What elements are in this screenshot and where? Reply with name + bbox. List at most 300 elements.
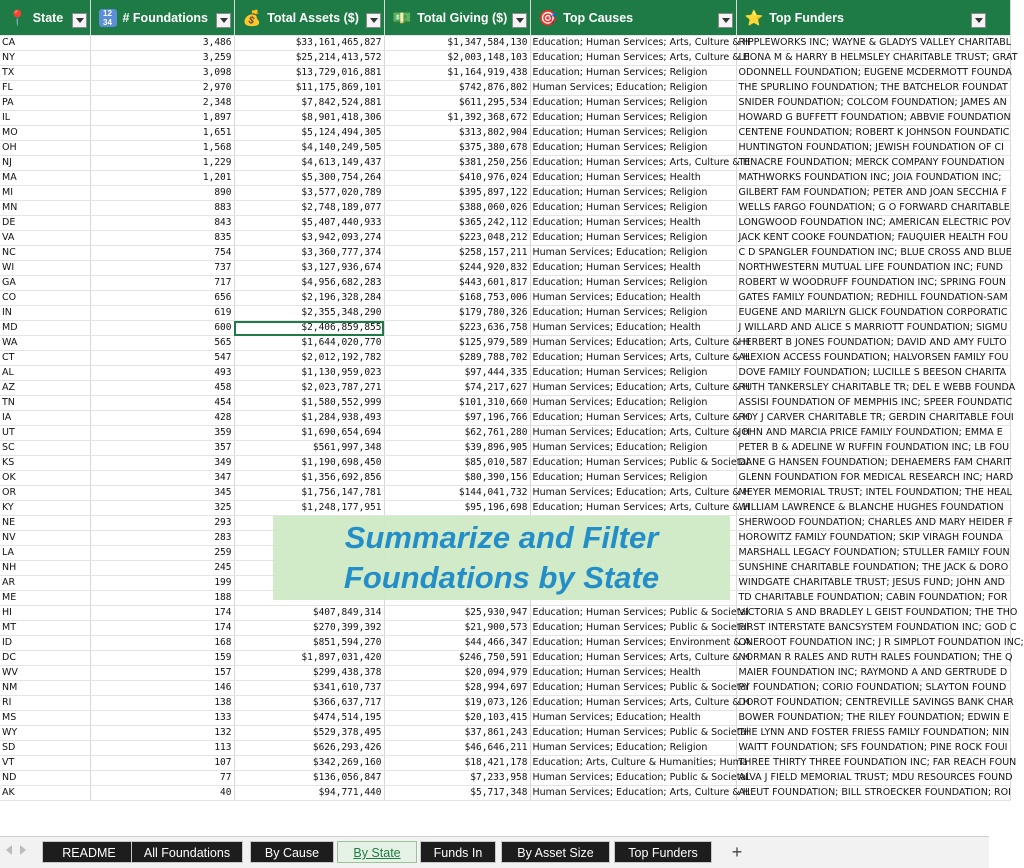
cell-total-assets[interactable]: $1,190,698,450: [234, 456, 384, 471]
cell-state[interactable]: ND: [0, 771, 90, 786]
cell-foundations[interactable]: 1,201: [90, 171, 234, 186]
cell-total-assets[interactable]: $1,690,654,694: [234, 426, 384, 441]
prev-sheet-icon[interactable]: [6, 845, 12, 855]
cell-foundations[interactable]: 1,897: [90, 111, 234, 126]
cell-total-assets[interactable]: $4,140,249,505: [234, 141, 384, 156]
cell-total-giving[interactable]: $95,196,698: [384, 501, 530, 516]
filter-dropdown-button[interactable]: [366, 13, 381, 28]
tab-funds-in[interactable]: Funds In: [420, 841, 496, 863]
cell-top-funders[interactable]: TD CHARITABLE FOUNDATION; CABIN FOUNDATION; FOR: [736, 591, 1010, 606]
cell-foundations[interactable]: 843: [90, 216, 234, 231]
cell-state[interactable]: WI: [0, 261, 90, 276]
cell-top-funders[interactable]: GILBERT FAM FOUNDATION; PETER AND JOAN SECCHIA F: [736, 186, 1010, 201]
cell-foundations[interactable]: 133: [90, 711, 234, 726]
cell-foundations[interactable]: 428: [90, 411, 234, 426]
cell-total-assets[interactable]: $561,997,348: [234, 441, 384, 456]
cell-total-giving[interactable]: $97,196,766: [384, 411, 530, 426]
cell-state[interactable]: KS: [0, 456, 90, 471]
cell-top-causes[interactable]: Education; Human Services; Religion: [530, 306, 736, 321]
cell-total-assets[interactable]: $1,897,031,420: [234, 651, 384, 666]
cell-foundations[interactable]: 347: [90, 471, 234, 486]
cell-top-funders[interactable]: HERBERT B JONES FOUNDATION; DAVID AND AMY FULTO: [736, 336, 1010, 351]
tab-by-cause[interactable]: By Cause: [250, 841, 334, 863]
cell-state[interactable]: KY: [0, 501, 90, 516]
cell-foundations[interactable]: 619: [90, 306, 234, 321]
cell-total-assets[interactable]: $1,356,692,856: [234, 471, 384, 486]
cell-foundations[interactable]: 890: [90, 186, 234, 201]
cell-total-giving[interactable]: $19,073,126: [384, 696, 530, 711]
cell-foundations[interactable]: 737: [90, 261, 234, 276]
cell-foundations[interactable]: 77: [90, 771, 234, 786]
cell-top-causes[interactable]: Education; Human Services; Religion: [530, 141, 736, 156]
cell-top-causes[interactable]: Human Services; Education; Health: [530, 321, 736, 336]
cell-top-causes[interactable]: Education; Human Services; Environment & A: [530, 636, 736, 651]
cell-top-funders[interactable]: HUNTINGTON FOUNDATION; JEWISH FOUNDATION OF CI: [736, 141, 1010, 156]
filter-dropdown-button[interactable]: [512, 13, 527, 28]
cell-total-giving[interactable]: $410,976,024: [384, 171, 530, 186]
cell-total-giving[interactable]: $46,646,211: [384, 741, 530, 756]
cell-total-assets[interactable]: $1,644,020,770: [234, 336, 384, 351]
cell-total-giving[interactable]: $21,900,573: [384, 621, 530, 636]
cell-state[interactable]: DE: [0, 216, 90, 231]
cell-top-funders[interactable]: JACK KENT COOKE FOUNDATION; FAUQUIER HEALTH FOU: [736, 231, 1010, 246]
cell-top-funders[interactable]: MEYER MEMORIAL TRUST; INTEL FOUNDATION; THE HEAL: [736, 486, 1010, 501]
cell-top-funders[interactable]: ALEXION ACCESS FOUNDATION; HALVORSEN FAMILY FOU: [736, 351, 1010, 366]
cell-foundations[interactable]: 345: [90, 486, 234, 501]
cell-state[interactable]: ME: [0, 591, 90, 606]
cell-total-assets[interactable]: $13,729,016,881: [234, 66, 384, 81]
cell-state[interactable]: UT: [0, 426, 90, 441]
cell-state[interactable]: NJ: [0, 156, 90, 171]
cell-top-causes[interactable]: Education; Human Services; Arts, Culture & H: [530, 411, 736, 426]
cell-top-causes[interactable]: Education; Human Services; Public & Societal: [530, 606, 736, 621]
filter-dropdown-button[interactable]: [72, 13, 87, 28]
cell-top-funders[interactable]: SHERWOOD FOUNDATION; CHARLES AND MARY HEIDER F: [736, 516, 1010, 531]
cell-state[interactable]: WA: [0, 336, 90, 351]
cell-top-funders[interactable]: THE SPURLINO FOUNDATION; THE BATCHELOR FOUNDAT: [736, 81, 1010, 96]
cell-top-funders[interactable]: TENACRE FOUNDATION; MERCK COMPANY FOUNDATION: [736, 156, 1010, 171]
cell-top-funders[interactable]: EUGENE AND MARILYN GLICK FOUNDATION CORPORATIC: [736, 306, 1010, 321]
cell-state[interactable]: GA: [0, 276, 90, 291]
cell-total-giving[interactable]: $381,250,256: [384, 156, 530, 171]
cell-top-causes[interactable]: Education; Human Services; Religion: [530, 111, 736, 126]
cell-total-giving[interactable]: $7,233,958: [384, 771, 530, 786]
cell-foundations[interactable]: 754: [90, 246, 234, 261]
cell-total-giving[interactable]: $97,444,335: [384, 366, 530, 381]
cell-total-assets[interactable]: $3,577,020,789: [234, 186, 384, 201]
add-sheet-button[interactable]: +: [731, 842, 743, 862]
tab-readme[interactable]: README: [42, 841, 136, 863]
cell-total-assets[interactable]: $1,130,959,023: [234, 366, 384, 381]
cell-total-giving[interactable]: $85,010,587: [384, 456, 530, 471]
cell-top-causes[interactable]: Education; Human Services; Arts, Culture & H: [530, 651, 736, 666]
cell-foundations[interactable]: 146: [90, 681, 234, 696]
cell-total-giving[interactable]: $101,310,660: [384, 396, 530, 411]
cell-total-assets[interactable]: $25,214,413,572: [234, 51, 384, 66]
cell-total-assets[interactable]: $5,300,754,264: [234, 171, 384, 186]
cell-total-assets[interactable]: $1,284,938,493: [234, 411, 384, 426]
cell-total-assets[interactable]: $5,407,440,933: [234, 216, 384, 231]
tab-by-asset-size[interactable]: By Asset Size: [501, 841, 610, 863]
cell-foundations[interactable]: 2,348: [90, 96, 234, 111]
cell-total-giving[interactable]: $5,717,348: [384, 786, 530, 801]
cell-total-giving[interactable]: $20,094,979: [384, 666, 530, 681]
cell-top-causes[interactable]: Education; Arts, Culture & Humanities; Huma: [530, 756, 736, 771]
cell-top-funders[interactable]: LONGWOOD FOUNDATION INC; AMERICAN ELECTRIC POV: [736, 216, 1010, 231]
cell-top-causes[interactable]: Human Services; Education; Religion: [530, 246, 736, 261]
cell-top-funders[interactable]: VICTORIA S AND BRADLEY L GEIST FOUNDATION; THE THO: [736, 606, 1010, 621]
cell-state[interactable]: OK: [0, 471, 90, 486]
cell-top-funders[interactable]: HOROWITZ FAMILY FOUNDATION; SKIP VIRAGH FOUNDA: [736, 531, 1010, 546]
cell-total-giving[interactable]: $313,802,904: [384, 126, 530, 141]
cell-state[interactable]: WY: [0, 726, 90, 741]
cell-foundations[interactable]: 132: [90, 726, 234, 741]
cell-top-funders[interactable]: ASSISI FOUNDATION OF MEMPHIS INC; SPEER FOUNDATIC: [736, 396, 1010, 411]
cell-foundations[interactable]: 3,486: [90, 36, 234, 51]
cell-total-assets[interactable]: $8,901,418,306: [234, 111, 384, 126]
cell-top-funders[interactable]: SUNSHINE CHARITABLE FOUNDATION; THE JACK & DORO: [736, 561, 1010, 576]
cell-state[interactable]: AZ: [0, 381, 90, 396]
cell-top-causes[interactable]: Human Services; Education; Arts, Culture & H: [530, 486, 736, 501]
cell-state[interactable]: NV: [0, 531, 90, 546]
cell-total-assets[interactable]: $11,175,869,101: [234, 81, 384, 96]
cell-top-causes[interactable]: Human Services; Education; Public & Societal: [530, 771, 736, 786]
cell-state[interactable]: MI: [0, 186, 90, 201]
cell-total-assets[interactable]: $407,849,314: [234, 606, 384, 621]
cell-foundations[interactable]: 174: [90, 621, 234, 636]
cell-state[interactable]: MA: [0, 171, 90, 186]
cell-foundations[interactable]: 493: [90, 366, 234, 381]
tab-by-state[interactable]: By State: [337, 841, 417, 863]
cell-total-giving[interactable]: $25,930,947: [384, 606, 530, 621]
cell-top-causes[interactable]: Education; Human Services; Arts, Culture & H: [530, 696, 736, 711]
cell-total-assets[interactable]: $1,756,147,781: [234, 486, 384, 501]
cell-foundations[interactable]: 168: [90, 636, 234, 651]
cell-total-assets[interactable]: $474,514,195: [234, 711, 384, 726]
cell-total-giving[interactable]: $37,861,243: [384, 726, 530, 741]
cell-top-causes[interactable]: Human Services; Education; Health: [530, 711, 736, 726]
cell-total-giving[interactable]: $223,636,758: [384, 321, 530, 336]
cell-total-giving[interactable]: $168,753,006: [384, 291, 530, 306]
cell-top-funders[interactable]: ODONNELL FOUNDATION; EUGENE MCDERMOTT FOUNDA: [736, 66, 1010, 81]
cell-top-causes[interactable]: Education; Human Services; Public & Societal: [530, 726, 736, 741]
cell-total-assets[interactable]: $270,399,392: [234, 621, 384, 636]
cell-total-assets[interactable]: $4,956,682,283: [234, 276, 384, 291]
cell-top-funders[interactable]: MAIER FOUNDATION INC; RAYMOND A AND GERTRUDE D: [736, 666, 1010, 681]
cell-top-funders[interactable]: J WILLARD AND ALICE S MARRIOTT FOUNDATION; SIGMU: [736, 321, 1010, 336]
cell-top-funders[interactable]: HOWARD G BUFFETT FOUNDATION; ABBVIE FOUNDATION: [736, 111, 1010, 126]
cell-state[interactable]: TX: [0, 66, 90, 81]
cell-total-assets[interactable]: $2,406,859,855: [234, 321, 384, 336]
cell-top-causes[interactable]: Education; Human Services; Religion: [530, 471, 736, 486]
cell-foundations[interactable]: 40: [90, 786, 234, 801]
cell-top-causes[interactable]: Human Services; Education; Health: [530, 291, 736, 306]
cell-foundations[interactable]: 656: [90, 291, 234, 306]
cell-top-funders[interactable]: WILLIAM LAWRENCE & BLANCHE HUGHES FOUNDATION: [736, 501, 1010, 516]
next-sheet-icon[interactable]: [20, 845, 26, 855]
cell-top-causes[interactable]: Education; Human Services; Public & Societal: [530, 681, 736, 696]
cell-total-giving[interactable]: $74,217,627: [384, 381, 530, 396]
cell-foundations[interactable]: 883: [90, 201, 234, 216]
cell-state[interactable]: NE: [0, 516, 90, 531]
cell-total-assets[interactable]: $3,127,936,674: [234, 261, 384, 276]
cell-top-causes[interactable]: Education; Human Services; Religion: [530, 66, 736, 81]
cell-state[interactable]: VA: [0, 231, 90, 246]
cell-state[interactable]: AK: [0, 786, 90, 801]
cell-total-assets[interactable]: $366,637,717: [234, 696, 384, 711]
cell-total-assets[interactable]: $136,056,847: [234, 771, 384, 786]
cell-total-giving[interactable]: $246,750,591: [384, 651, 530, 666]
filter-dropdown-button[interactable]: [216, 13, 231, 28]
cell-top-causes[interactable]: Human Services; Education; Religion: [530, 396, 736, 411]
cell-foundations[interactable]: 325: [90, 501, 234, 516]
cell-top-funders[interactable]: GLENN FOUNDATION FOR MEDICAL RESEARCH INC; HARD: [736, 471, 1010, 486]
cell-top-causes[interactable]: Human Services; Education; Arts, Culture & H: [530, 426, 736, 441]
cell-foundations[interactable]: 107: [90, 756, 234, 771]
cell-total-giving[interactable]: $375,380,678: [384, 141, 530, 156]
cell-top-causes[interactable]: Education; Human Services; Religion: [530, 276, 736, 291]
cell-total-assets[interactable]: $2,012,192,782: [234, 351, 384, 366]
cell-top-funders[interactable]: C D SPANGLER FOUNDATION INC; BLUE CROSS AND BLUE: [736, 246, 1010, 261]
cell-total-giving[interactable]: $244,920,832: [384, 261, 530, 276]
cell-top-causes[interactable]: Education; Human Services; Health: [530, 666, 736, 681]
cell-state[interactable]: MT: [0, 621, 90, 636]
cell-top-causes[interactable]: Human Services; Education; Religion: [530, 441, 736, 456]
cell-total-assets[interactable]: $3,942,093,274: [234, 231, 384, 246]
cell-top-funders[interactable]: ROY J CARVER CHARITABLE TR; GERDIN CHARITABLE FOUI: [736, 411, 1010, 426]
cell-foundations[interactable]: 565: [90, 336, 234, 351]
cell-foundations[interactable]: 454: [90, 396, 234, 411]
cell-state[interactable]: NM: [0, 681, 90, 696]
cell-state[interactable]: AR: [0, 576, 90, 591]
cell-foundations[interactable]: 547: [90, 351, 234, 366]
cell-total-assets[interactable]: $3,360,777,374: [234, 246, 384, 261]
cell-state[interactable]: PA: [0, 96, 90, 111]
cell-state[interactable]: SC: [0, 441, 90, 456]
cell-top-causes[interactable]: Education; Human Services; Religion: [530, 186, 736, 201]
cell-foundations[interactable]: 283: [90, 531, 234, 546]
cell-total-giving[interactable]: $179,780,326: [384, 306, 530, 321]
cell-top-funders[interactable]: DOVE FAMILY FOUNDATION; LUCILLE S BEESON CHARITA: [736, 366, 1010, 381]
cell-top-funders[interactable]: FIRST INTERSTATE BANCSYSTEM FOUNDATION INC; GOD C: [736, 621, 1010, 636]
cell-state[interactable]: IN: [0, 306, 90, 321]
cell-state[interactable]: IL: [0, 111, 90, 126]
cell-foundations[interactable]: 245: [90, 561, 234, 576]
cell-top-causes[interactable]: Education; Human Services; Arts, Culture & H: [530, 36, 736, 51]
cell-total-giving[interactable]: $1,164,919,438: [384, 66, 530, 81]
cell-total-assets[interactable]: $4,613,149,437: [234, 156, 384, 171]
cell-state[interactable]: MS: [0, 711, 90, 726]
cell-total-giving[interactable]: $18,421,178: [384, 756, 530, 771]
cell-total-giving[interactable]: $388,060,026: [384, 201, 530, 216]
cell-total-assets[interactable]: $529,378,495: [234, 726, 384, 741]
cell-state[interactable]: NC: [0, 246, 90, 261]
cell-total-giving[interactable]: $80,390,156: [384, 471, 530, 486]
filter-dropdown-button[interactable]: [971, 13, 986, 28]
cell-top-funders[interactable]: GATES FAMILY FOUNDATION; REDHILL FOUNDATION-SAM: [736, 291, 1010, 306]
cell-top-causes[interactable]: Human Services; Education; Arts, Culture & H: [530, 381, 736, 396]
cell-top-funders[interactable]: BOWER FOUNDATION; THE RILEY FOUNDATION; EDWIN E: [736, 711, 1010, 726]
cell-top-funders[interactable]: MARSHALL LEGACY FOUNDATION; STULLER FAMILY FOUN: [736, 546, 1010, 561]
cell-total-assets[interactable]: $94,771,440: [234, 786, 384, 801]
cell-foundations[interactable]: 717: [90, 276, 234, 291]
cell-state[interactable]: AL: [0, 366, 90, 381]
cell-foundations[interactable]: 293: [90, 516, 234, 531]
cell-top-funders[interactable]: NORTHWESTERN MUTUAL LIFE FOUNDATION INC; FUND: [736, 261, 1010, 276]
cell-top-causes[interactable]: Education; Human Services; Health: [530, 216, 736, 231]
cell-top-causes[interactable]: Education; Human Services; Arts, Culture & H: [530, 351, 736, 366]
cell-state[interactable]: FL: [0, 81, 90, 96]
cell-top-funders[interactable]: RIPPLEWORKS INC; WAYNE & GLADYS VALLEY CHARITABL: [736, 36, 1010, 51]
cell-total-giving[interactable]: $28,994,697: [384, 681, 530, 696]
cell-state[interactable]: LA: [0, 546, 90, 561]
cell-top-funders[interactable]: LEONA M & HARRY B HELMSLEY CHARITABLE TRUST; GRAT: [736, 51, 1010, 66]
cell-top-funders[interactable]: JOHN AND MARCIA PRICE FAMILY FOUNDATION; EMMA E: [736, 426, 1010, 441]
cell-state[interactable]: OH: [0, 141, 90, 156]
cell-total-giving[interactable]: $611,295,534: [384, 96, 530, 111]
cell-state[interactable]: VT: [0, 756, 90, 771]
cell-foundations[interactable]: 600: [90, 321, 234, 336]
cell-total-giving[interactable]: $2,003,148,103: [384, 51, 530, 66]
cell-state[interactable]: MN: [0, 201, 90, 216]
cell-top-funders[interactable]: NORMAN R RALES AND RUTH RALES FOUNDATION; THE Q: [736, 651, 1010, 666]
cell-total-giving[interactable]: $44,466,347: [384, 636, 530, 651]
cell-state[interactable]: WV: [0, 666, 90, 681]
cell-foundations[interactable]: 835: [90, 231, 234, 246]
cell-total-assets[interactable]: $341,610,737: [234, 681, 384, 696]
cell-state[interactable]: ID: [0, 636, 90, 651]
cell-foundations[interactable]: 1,651: [90, 126, 234, 141]
cell-top-funders[interactable]: DOROT FOUNDATION; CENTREVILLE SAVINGS BANK CHAR: [736, 696, 1010, 711]
cell-top-causes[interactable]: Education; Human Services; Religion: [530, 366, 736, 381]
cell-foundations[interactable]: 359: [90, 426, 234, 441]
cell-state[interactable]: NH: [0, 561, 90, 576]
cell-total-giving[interactable]: $395,897,122: [384, 186, 530, 201]
cell-state[interactable]: HI: [0, 606, 90, 621]
cell-foundations[interactable]: 138: [90, 696, 234, 711]
cell-top-funders[interactable]: THE LYNN AND FOSTER FRIESS FAMILY FOUNDATION; NIN: [736, 726, 1010, 741]
cell-top-causes[interactable]: Education; Human Services; Health: [530, 261, 736, 276]
cell-foundations[interactable]: 3,259: [90, 51, 234, 66]
cell-total-assets[interactable]: $342,269,160: [234, 756, 384, 771]
cell-top-causes[interactable]: Education; Human Services; Religion: [530, 96, 736, 111]
cell-top-funders[interactable]: ONEROOT FOUNDATION INC; J R SIMPLOT FOUNDATION INC;: [736, 636, 1010, 651]
cell-top-causes[interactable]: Education; Human Services; Public & Societal: [530, 621, 736, 636]
cell-top-funders[interactable]: ROBERT W WOODRUFF FOUNDATION INC; SPRING FOUN: [736, 276, 1010, 291]
cell-top-funders[interactable]: WINDGATE CHARITABLE TRUST; JESUS FUND; JOHN AND: [736, 576, 1010, 591]
cell-top-funders[interactable]: SNIDER FOUNDATION; COLCOM FOUNDATION; JAMES AN: [736, 96, 1010, 111]
cell-total-assets[interactable]: $1,248,177,951: [234, 501, 384, 516]
cell-total-giving[interactable]: $39,896,905: [384, 441, 530, 456]
cell-total-assets[interactable]: $2,023,787,271: [234, 381, 384, 396]
cell-state[interactable]: SD: [0, 741, 90, 756]
cell-top-causes[interactable]: Education; Human Services; Arts, Culture & H: [530, 51, 736, 66]
cell-state[interactable]: CO: [0, 291, 90, 306]
cell-total-giving[interactable]: $20,103,415: [384, 711, 530, 726]
cell-total-giving[interactable]: $365,242,112: [384, 216, 530, 231]
cell-state[interactable]: CT: [0, 351, 90, 366]
cell-total-giving[interactable]: $289,788,702: [384, 351, 530, 366]
cell-total-assets[interactable]: $299,438,378: [234, 666, 384, 681]
cell-total-giving[interactable]: $125,979,589: [384, 336, 530, 351]
cell-top-funders[interactable]: ALVA J FIELD MEMORIAL TRUST; MDU RESOURCES FOUND: [736, 771, 1010, 786]
cell-top-causes[interactable]: Education; Human Services; Arts, Culture & H: [530, 156, 736, 171]
cell-state[interactable]: NY: [0, 51, 90, 66]
tab-all-foundations[interactable]: All Foundations: [131, 841, 243, 863]
cell-top-funders[interactable]: DANE G HANSEN FOUNDATION; DEHAEMERS FAM CHARIT: [736, 456, 1010, 471]
cell-top-causes[interactable]: Education; Human Services; Arts, Culture & H: [530, 501, 736, 516]
cell-total-giving[interactable]: $443,601,817: [384, 276, 530, 291]
cell-foundations[interactable]: 357: [90, 441, 234, 456]
cell-total-giving[interactable]: $1,347,584,130: [384, 36, 530, 51]
cell-top-funders[interactable]: RUTH TANKERSLEY CHARITABLE TR; DEL E WEBB FOUNDA: [736, 381, 1010, 396]
cell-total-giving[interactable]: $62,761,280: [384, 426, 530, 441]
cell-top-causes[interactable]: Human Services; Education; Religion: [530, 741, 736, 756]
cell-top-funders[interactable]: WAITT FOUNDATION; SFS FOUNDATION; PINE ROCK FOUI: [736, 741, 1010, 756]
cell-top-causes[interactable]: Education; Human Services; Religion: [530, 126, 736, 141]
cell-top-funders[interactable]: CENTENE FOUNDATION; ROBERT K JOHNSON FOUNDATIC: [736, 126, 1010, 141]
cell-foundations[interactable]: 1,568: [90, 141, 234, 156]
cell-total-assets[interactable]: $33,161,465,827: [234, 36, 384, 51]
cell-total-assets[interactable]: $626,293,426: [234, 741, 384, 756]
cell-total-assets[interactable]: $7,842,524,881: [234, 96, 384, 111]
cell-top-funders[interactable]: MATHWORKS FOUNDATION INC; JOIA FOUNDATION INC;: [736, 171, 1010, 186]
cell-top-causes[interactable]: Human Services; Education; Arts, Culture & H: [530, 336, 736, 351]
cell-foundations[interactable]: 1,229: [90, 156, 234, 171]
cell-state[interactable]: OR: [0, 486, 90, 501]
cell-top-causes[interactable]: Human Services; Education; Arts, Culture & H: [530, 786, 736, 801]
cell-total-giving[interactable]: $144,041,732: [384, 486, 530, 501]
cell-top-causes[interactable]: Education; Human Services; Health: [530, 171, 736, 186]
cell-total-giving[interactable]: $258,157,211: [384, 246, 530, 261]
cell-total-assets[interactable]: $851,594,270: [234, 636, 384, 651]
cell-foundations[interactable]: 113: [90, 741, 234, 756]
tab-top-funders[interactable]: Top Funders: [614, 841, 712, 863]
cell-top-causes[interactable]: Education; Human Services; Public & Societal: [530, 456, 736, 471]
cell-state[interactable]: CA: [0, 36, 90, 51]
cell-state[interactable]: TN: [0, 396, 90, 411]
cell-total-giving[interactable]: $742,876,802: [384, 81, 530, 96]
cell-total-assets[interactable]: $2,748,189,077: [234, 201, 384, 216]
cell-top-funders[interactable]: PETER B & ADELINE W RUFFIN FOUNDATION INC; LB FOU: [736, 441, 1010, 456]
cell-total-assets[interactable]: $2,196,328,284: [234, 291, 384, 306]
cell-foundations[interactable]: 3,098: [90, 66, 234, 81]
cell-foundations[interactable]: 157: [90, 666, 234, 681]
cell-foundations[interactable]: 349: [90, 456, 234, 471]
cell-foundations[interactable]: 199: [90, 576, 234, 591]
cell-total-assets[interactable]: $1,580,552,999: [234, 396, 384, 411]
cell-state[interactable]: MD: [0, 321, 90, 336]
cell-foundations[interactable]: 2,970: [90, 81, 234, 96]
cell-total-giving[interactable]: $223,048,212: [384, 231, 530, 246]
cell-foundations[interactable]: 174: [90, 606, 234, 621]
cell-state[interactable]: MO: [0, 126, 90, 141]
cell-foundations[interactable]: 188: [90, 591, 234, 606]
cell-state[interactable]: RI: [0, 696, 90, 711]
cell-top-funders[interactable]: PY FOUNDATION; CORIO FOUNDATION; SLAYTON FOUND: [736, 681, 1010, 696]
cell-total-assets[interactable]: $2,355,348,290: [234, 306, 384, 321]
cell-top-causes[interactable]: Human Services; Education; Religion: [530, 81, 736, 96]
cell-total-assets[interactable]: $5,124,494,305: [234, 126, 384, 141]
cell-top-funders[interactable]: THREE THIRTY THREE FOUNDATION INC; FAR REACH FOUN: [736, 756, 1010, 771]
cell-top-causes[interactable]: Education; Human Services; Religion: [530, 201, 736, 216]
cell-foundations[interactable]: 159: [90, 651, 234, 666]
cell-foundations[interactable]: 259: [90, 546, 234, 561]
cell-total-giving[interactable]: $1,392,368,672: [384, 111, 530, 126]
filter-dropdown-button[interactable]: [718, 13, 733, 28]
cell-top-funders[interactable]: ALEUT FOUNDATION; BILL STROECKER FOUNDATION; ROI: [736, 786, 1010, 801]
cell-state[interactable]: IA: [0, 411, 90, 426]
